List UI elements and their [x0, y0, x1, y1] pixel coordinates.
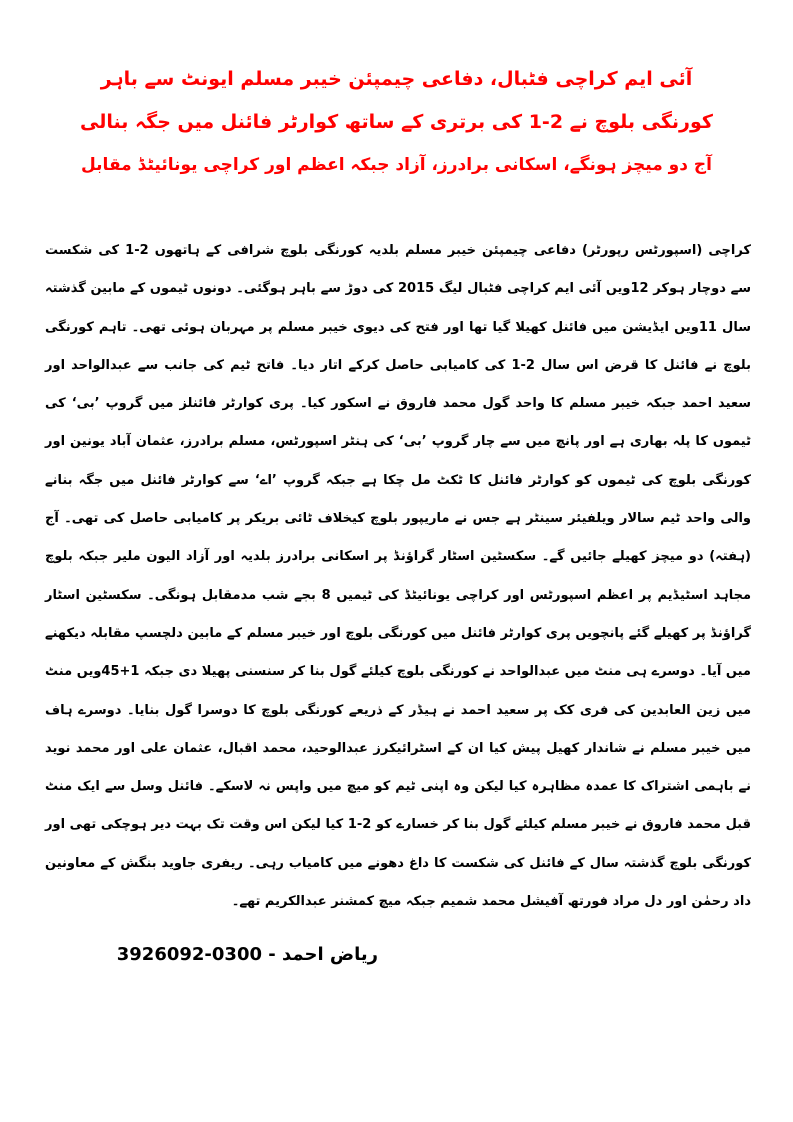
reporter-byline: ریاض احمد - 0300-3926092 [116, 944, 378, 965]
headline-1: آئی ایم کراچی فٹبال، دفاعی چیمپئن خیبر مسلم ایونٹ سے باہر [100, 68, 693, 90]
article-body: کراچی (اسپورٹس رپورٹر) دفاعی چیمپئن خیبر مسلم بلدیہ کورنگی بلوچ شرافی کے ہاتھوں 2-1 کی شکست سے دوچار ہوکر 12ویں آئی ایم کراچی فٹبال لیگ 2015 کی دوڑ سے باہر ہوگئی۔ دونوں ٹیموں کے مابین گذشتہ سال 11ویں ایڈیشن میں فائنل کھیلا گیا تھا اور فتح کی دیوی خیبر مسلم پر مہربان ہوئی تھی۔ تاہم کورنگی بلوچ نے فائنل کا قرض اس سال 2-1 کی کامیابی حاصل کرکے اتار دیا۔ فاتح ٹیم کی جانب سے عبدالواحد اور سعید احمد جبکہ خیبر مسلم کا واحد گول محمد فاروق نے اسکور کیا۔ پری کوارٹر فائنلز میں گروپ ’بی‘ کی ٹیموں کا پلہ بھاری ہے اور پانچ میں سے چار گروپ ’بی‘ کی ہنٹر اسپورٹس، مسلم برادرز، عثمان آباد یونین اور کورنگی بلوچ کی ٹیموں کو کوارٹر فائنل کا ٹکٹ مل چکا ہے جبکہ گروپ ’اے‘ سے کوارٹر فائنل میں جگہ بنانے والی واحد ٹیم سالار ویلفیئر سینٹر ہے جس نے ماریپور بلوچ کیخلاف ٹائی بریکر پر کامیابی حاصل کی تھی۔ آج (ہفتہ) دو میچز کھیلے جائیں گے۔ سکسٹین اسٹار گراؤنڈ پر اسکانی برادرز بلدیہ اور آزاد الیون ملیر جبکہ بلوچ مجاہد اسٹیڈیم پر اعظم اسپورٹس اور کراچی یونائیٹڈ کی ٹیمیں 8 بجے شب مدمقابل ہونگی۔ سکسٹین اسٹار گراؤنڈ پر کھیلے گئے پانچویں پری کوارٹر فائنل میں کورنگی بلوچ اور خیبر مسلم کے مابین دلچسپ مقابلہ دیکھنے میں آیا۔ دوسرے ہی منٹ میں عبدالواحد نے کورنگی بلوچ کیلئے گول بنا کر سنسنی پھیلا دی جبکہ 1+45ویں منٹ میں زین العابدین کی فری کک پر سعید احمد نے ہیڈر کے ذریعے کورنگی بلوچ کا دوسرا گول بنایا۔ دوسرے ہاف میں خیبر مسلم نے شاندار کھیل پیش کیا ان کے اسٹرائیکرز عبدالوحید، محمد اقبال، عثمان علی اور محمد نوید نے باہمی اشتراک کا عمدہ مظاہرہ کیا لیکن وہ اپنی ٹیم کو میچ میں واپس نہ لاسکے۔ فائنل وسل سے ایک منٹ قبل محمد فاروق نے خیبر مسلم کیلئے گول بنا کر خسارے کو 2-1 کیا لیکن اس وقت تک بہت دیر ہوچکی تھی اور کورنگی بلوچ گذشتہ سال کے فائنل کی شکست کا داغ دھونے میں کامیاب رہی۔ ریفری جاوید بنگش کے معاونین داد رحمٰن اور دل مراد فورتھ آفیشل محمد شمیم جبکہ میچ کمشنر عبدالکریم تھے۔ [45, 243, 752, 910]
headline-block [80, 58, 713, 187]
headline-3: آج دو میچز ہونگے، اسکانی برادرز، آزاد جبکہ اعظم اور کراچی یونائیٹڈ مقابل [81, 155, 712, 175]
headline-2: کورنگی بلوچ نے 2-1 کی برتری کے ساتھ کوارٹر فائنل میں جگہ بنالی [80, 111, 713, 133]
